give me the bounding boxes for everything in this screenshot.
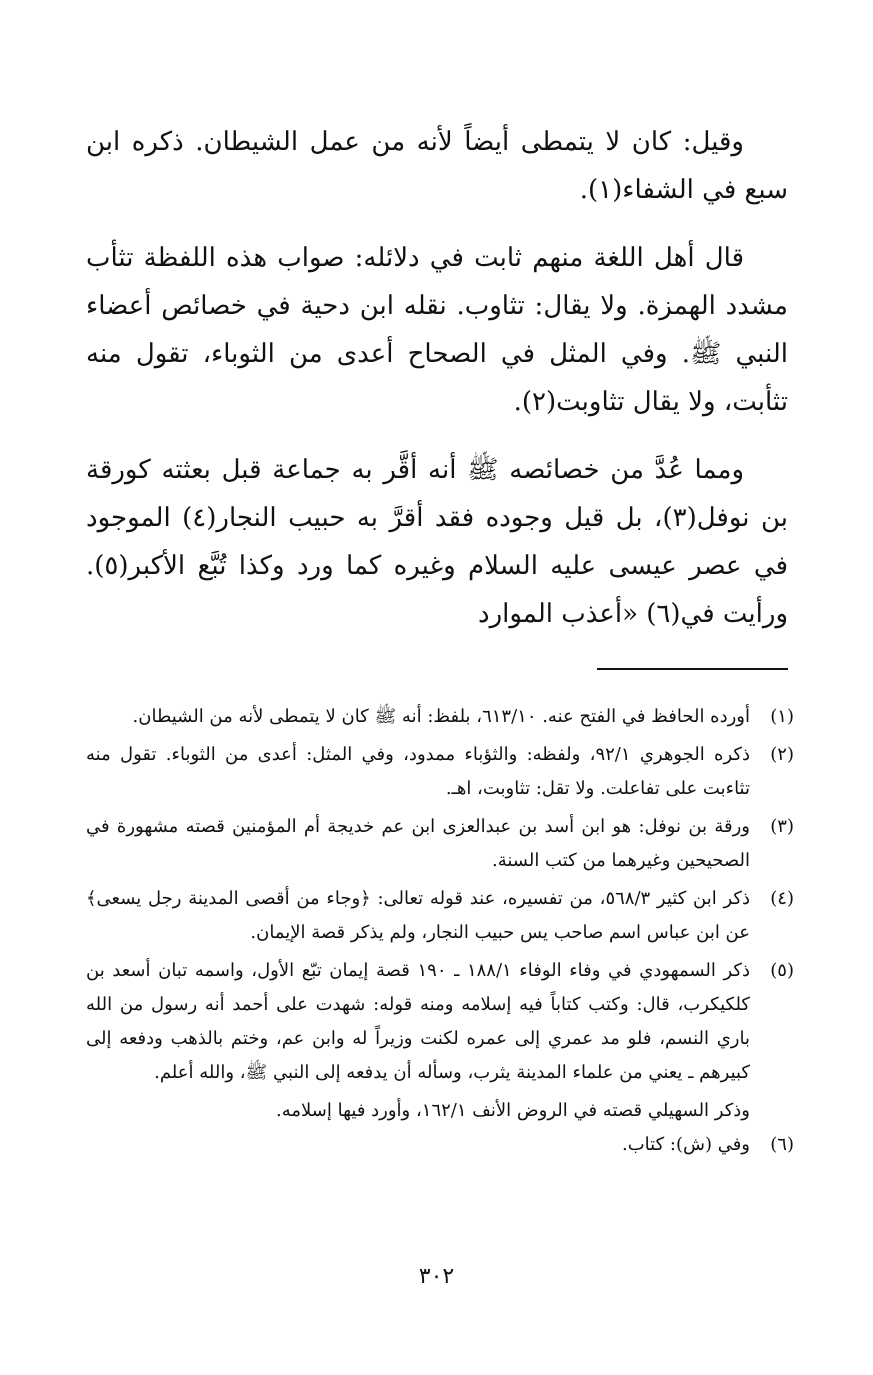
footnote-6	[86, 1128, 794, 1162]
footnote-separator	[597, 668, 788, 670]
footnotes	[86, 700, 794, 1166]
footnote-5-continuation: وذكر السهيلي قصته في الروض الأنف ١٦٢/١، وأورد فيها إسلامه.	[276, 1100, 750, 1121]
footnote-4	[86, 882, 794, 950]
footnote-number: (٢)	[770, 744, 794, 765]
footnote-number: (٥)	[770, 960, 794, 981]
paragraph-1: وقيل: كان لا يتمطى أيضاً لأنه من عمل الشيطان. ذكره ابن سبع في الشفاء(١).	[86, 127, 788, 205]
footnote-text: ذكره الجوهري ٩٢/١، ولفظه: والثؤباء ممدود، وفي المثل: أعدى من الثوباء. تقول منه تثاءبت على تفاعلت. ولا تقل: تثاوبت، اهـ.	[86, 744, 750, 799]
footnote-number: (٤)	[770, 888, 794, 909]
footnote-text: ورقة بن نوفل: هو ابن أسد بن عبدالعزى ابن عم خديجة أم المؤمنين قصته مشهورة في الصحيحين وغيرهما من كتب السنة.	[86, 816, 750, 871]
page-number: ٣٠٢	[418, 1264, 455, 1289]
footnote-text: وفي (ش): كتاب.	[622, 1134, 750, 1155]
footnote-number: (١)	[770, 706, 794, 727]
footnote-number: (٣)	[770, 816, 794, 837]
footnote-3	[86, 810, 794, 878]
footnote-5	[86, 954, 794, 1090]
footnote-text: ذكر ابن كثير ٥٦٨/٣، من تفسيره، عند قوله تعالى: ﴿وجاء من أقصى المدينة رجل يسعى﴾ عن ابن عباس اسم صاحب يس حبيب النجار، ولم يذكر قصة الإيمان.	[86, 888, 750, 943]
paragraph-3: ومما عُدَّ من خصائصه ﷺ أنه أقَّر به جماعة قبل بعثته كورقة بن نوفل(٣)، بل قيل وجوده فقد أقرَّ به حبيب النجار(٤) الموجود في عصر عيسى عليه السلام وغيره كما ورد وكذا تُبَّع الأكبر(٥). ورأيت في(٦) «أعذب الموارد	[86, 455, 788, 629]
footnote-text: ذكر السمهودي في وفاء الوفاء ١٨٨/١ ـ ١٩٠ قصة إيمان تبّع الأول، واسمه تبان أسعد بن كلكيكرب، قال: وكتب كتاباً فيه إسلامه ومنه قوله: شهدت على أحمد أنه رسول من الله باري النسم، فلو مد عمري إلى عمره لكنت وزيراً له وابن عم، وختم بالذهب ودفعه إلى كبيرهم ـ يعني من علماء المدينة يثرب، وسأله أن يدفعه إلى النبي ﷺ، والله أعلم.	[86, 960, 751, 1083]
footnote-1	[86, 700, 794, 734]
main-text	[86, 118, 788, 658]
footnote-text: أورده الحافظ في الفتح عنه. ٦١٣/١٠، بلفظ: أنه ﷺ كان لا يتمطى لأنه من الشيطان.	[132, 706, 750, 727]
paragraph-2: قال أهل اللغة منهم ثابت في دلائله: صواب هذه اللفظة تثأب مشدد الهمزة. ولا يقال: تثاوب. نقله ابن دحية في خصائص أعضاء النبي ﷺ. وفي المثل في الصحاح أعدى من الثوباء، تقول منه تثأبت، ولا يقال تثاوبت(٢).	[86, 243, 788, 417]
footnote-number: (٦)	[770, 1134, 794, 1155]
footnote-2	[86, 738, 794, 806]
